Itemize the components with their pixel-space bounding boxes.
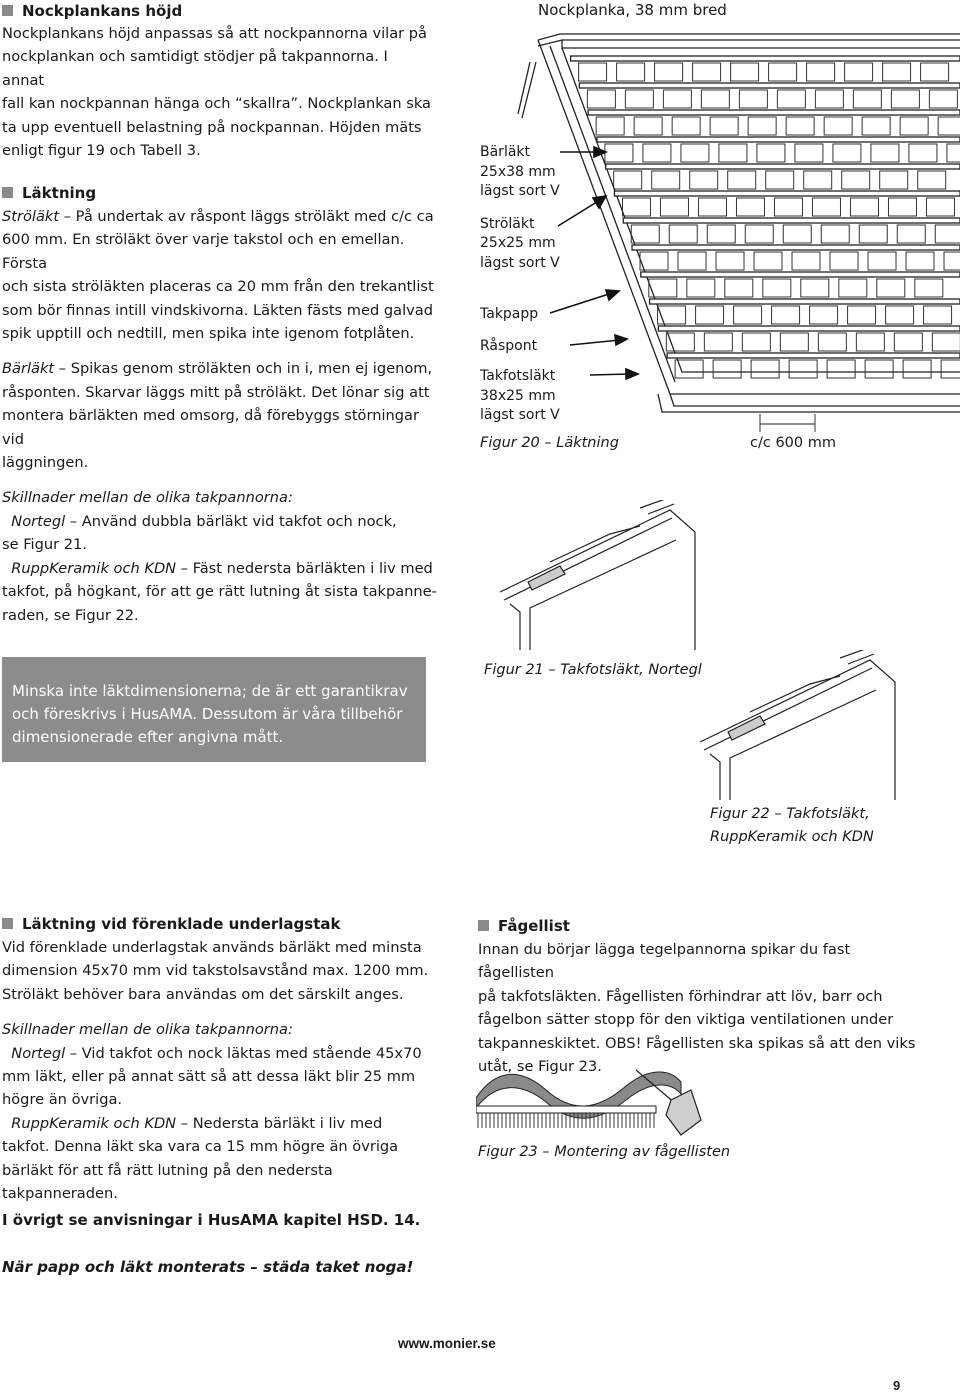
tile-outline bbox=[748, 117, 776, 135]
tile-outline bbox=[909, 144, 937, 162]
tile-outline bbox=[801, 279, 829, 297]
term-ruppkeramik: RuppKeramik och KDN bbox=[11, 559, 177, 577]
bullet-square-icon bbox=[2, 5, 13, 16]
figure21-eave-drawing bbox=[490, 500, 700, 650]
footer-note-clean: När papp och läkt monterats – städa taket noga! bbox=[2, 1258, 414, 1276]
label-raspont: Råspont bbox=[480, 337, 538, 354]
tile-outline bbox=[587, 90, 615, 108]
tile-outline bbox=[617, 63, 645, 81]
tile-outline bbox=[824, 117, 852, 135]
body-line: takpanneskiktet. OBS! Fågellisten ska spikas så att den viks bbox=[478, 1034, 916, 1052]
tile-outline bbox=[687, 279, 715, 297]
body-line: Ströläkt behöver bara användas om det särskilt anges. bbox=[2, 985, 404, 1003]
callout-line: dimensionerade efter angivna mått. bbox=[12, 728, 284, 746]
tile-outline bbox=[856, 333, 884, 351]
body-line: 600 mm. En ströläkt över varje takstol och en emellan. Första bbox=[2, 231, 405, 272]
tile-outline bbox=[734, 306, 762, 324]
body-line: enligt figur 19 och Tabell 3. bbox=[2, 142, 201, 160]
caption-number: Figur 21 bbox=[484, 662, 544, 678]
section-bird-strip bbox=[478, 914, 918, 1078]
batten-line bbox=[623, 218, 960, 223]
tile-outline bbox=[710, 117, 738, 135]
tile-outline bbox=[596, 117, 624, 135]
tile-outline bbox=[827, 360, 855, 378]
tile-outline bbox=[900, 117, 928, 135]
tile-outline bbox=[877, 279, 905, 297]
section-battens bbox=[2, 181, 442, 627]
label-strolakt-dim: 25x25 mm bbox=[480, 235, 556, 251]
differences-heading: Skillnader mellan de olika takpannorna: bbox=[2, 489, 293, 507]
tile-outline bbox=[751, 360, 779, 378]
body-line: RuppKeramik och KDN – Fäst nedersta bärläkten i liv med bbox=[11, 559, 433, 577]
bullet-square-icon bbox=[478, 920, 489, 931]
batten-line bbox=[658, 326, 960, 331]
tile-outline bbox=[725, 279, 753, 297]
tile-outline bbox=[880, 171, 908, 189]
section-simplified bbox=[2, 912, 442, 1205]
tile-outline bbox=[947, 144, 960, 162]
tile-outline bbox=[655, 63, 683, 81]
tile-outline bbox=[935, 225, 960, 243]
tile-outline bbox=[906, 252, 934, 270]
figure20-top-label: Nockplanka, 38 mm bred bbox=[538, 1, 727, 19]
body-line: RuppKeramik och KDN – Nedersta bärläkt i liv med bbox=[11, 1114, 383, 1132]
tile-outline bbox=[929, 90, 957, 108]
body-line: Ströläkt – På undertak av råspont läggs ströläkt med c/c ca bbox=[2, 208, 434, 225]
caption-text: Takfotsläkt, Nortegl bbox=[560, 662, 702, 678]
body-line: takfot, på högkant, för att ge rätt lutning åt sista takpanne- bbox=[2, 583, 437, 601]
tile-outline bbox=[845, 63, 873, 81]
section-heading: Läktning vid förenklade underlagstak bbox=[2, 912, 442, 936]
body-line: bärläkt för att få rätt lutning på den nedersta takpanneraden. bbox=[2, 1161, 333, 1203]
tile-outline bbox=[821, 225, 849, 243]
body-line: råsponten. Skarvar läggs mitt på ströläkt. Det lönar sig att bbox=[2, 383, 430, 401]
tile-outline bbox=[681, 144, 709, 162]
label-takfotslakt: Takfotsläkt bbox=[480, 368, 556, 384]
caption-text: Takfotsläkt, bbox=[786, 806, 870, 822]
body-line: dimension 45x70 mm vid takstolsavstånd max. 1200 mm. bbox=[2, 962, 429, 980]
tile-outline bbox=[769, 63, 797, 81]
warning-callout bbox=[2, 657, 426, 762]
tile-outline bbox=[716, 252, 744, 270]
tile-outline bbox=[894, 333, 922, 351]
tile-outline bbox=[888, 198, 916, 216]
tile-outline bbox=[804, 171, 832, 189]
batten-line bbox=[650, 299, 960, 304]
tile-outline bbox=[926, 198, 954, 216]
figure22-eave-drawing bbox=[690, 650, 900, 800]
tile-outline bbox=[850, 198, 878, 216]
tile-outline bbox=[786, 117, 814, 135]
body-line: fall kan nockpannan hänga och “skallra”. Nockplankan ska bbox=[2, 95, 431, 113]
body-line: Vid förenklade underlagstak används bärläkt med minsta bbox=[2, 939, 422, 956]
tile-outline bbox=[903, 360, 931, 378]
body-line: nockplankan och samtidigt stödjer på takpannorna. I annat bbox=[2, 48, 388, 89]
label-barlakt-dim: 25x38 mm bbox=[480, 163, 556, 180]
body-line: spik upptill och nedtill, men spika inte igenom fotplåten. bbox=[2, 325, 415, 343]
tile-outline bbox=[731, 63, 759, 81]
tile-outline bbox=[842, 171, 870, 189]
batten-line bbox=[632, 245, 960, 250]
tile-outline bbox=[897, 225, 925, 243]
body-line: Bärläkt – Spikas genom ströläkten och in i, men ej igenom, bbox=[2, 360, 433, 378]
section-heading: Nockplankans höjd bbox=[2, 0, 432, 22]
section-heading: Fågellist bbox=[478, 914, 918, 938]
tile-outline bbox=[763, 279, 791, 297]
tile-outline bbox=[853, 90, 881, 108]
spacer bbox=[2, 474, 442, 486]
body-line: ta upp eventuell belastning på nockpannan. Höjden mäts bbox=[2, 118, 422, 136]
label-takfotslakt-grade: lägst sort V bbox=[480, 407, 560, 423]
differences-heading: Skillnader mellan de olika takpannorna: bbox=[2, 1021, 293, 1039]
tile-outline bbox=[728, 171, 756, 189]
caption-number: Figur 23 bbox=[478, 1144, 538, 1160]
body-line: fågelbon sätter stopp för den viktiga ventilationen under bbox=[478, 1011, 894, 1029]
tile-outline bbox=[669, 225, 697, 243]
label-strolakt-grade: lägst sort V bbox=[480, 254, 560, 271]
body-line: mm läkt, eller på annat sätt så att dessa läkt blir 25 mm bbox=[2, 1068, 416, 1086]
tile-outline bbox=[713, 360, 741, 378]
tile-outline bbox=[833, 144, 861, 162]
body-line: och sista ströläkten placeras ca 20 mm från den trekantlist bbox=[2, 278, 434, 296]
caption-number: Figur 20 bbox=[480, 435, 540, 451]
tile-outline bbox=[678, 252, 706, 270]
batten-line bbox=[667, 353, 960, 358]
tile-outline bbox=[868, 252, 896, 270]
body-line: Nortegl – Vid takfot och nock läktas med stående 45x70 bbox=[11, 1044, 422, 1062]
tile-outline bbox=[848, 306, 876, 324]
figure23-bird-strip-drawing bbox=[476, 1060, 716, 1145]
tile-outline bbox=[780, 333, 808, 351]
tile-outline bbox=[672, 117, 700, 135]
tile-outline bbox=[754, 252, 782, 270]
page-number: 9 bbox=[893, 1378, 901, 1393]
tile-outline bbox=[757, 144, 785, 162]
tile-outline bbox=[921, 63, 949, 81]
section-heading: Läktning bbox=[2, 181, 442, 205]
callout-line: och föreskrivs i HusAMA. Dessutom är våra tillbehör bbox=[12, 705, 403, 723]
tile-outline bbox=[736, 198, 764, 216]
body-line: Nortegl – Använd dubbla bärläkt vid takfot och nock, bbox=[11, 512, 397, 530]
body-line: som bör finnas intill vindskivorna. Läkten fästs med galvad bbox=[2, 301, 433, 319]
tile-outline bbox=[865, 360, 893, 378]
tile-outline bbox=[815, 90, 843, 108]
tile-outline bbox=[658, 306, 686, 324]
tile-outline bbox=[789, 360, 817, 378]
tile-outline bbox=[777, 90, 805, 108]
tile-outline bbox=[918, 171, 946, 189]
tile-outline bbox=[696, 306, 724, 324]
figure22-caption bbox=[710, 803, 874, 849]
tile-outline bbox=[839, 279, 867, 297]
tile-outline bbox=[783, 225, 811, 243]
label-takfotslakt-dim: 38x25 mm bbox=[480, 387, 556, 404]
label-strolakt: Ströläkt bbox=[480, 215, 535, 232]
term-ruppkeramik: RuppKeramik och KDN bbox=[11, 1114, 177, 1132]
tile-outline bbox=[891, 90, 919, 108]
body-line: läggningen. bbox=[2, 454, 89, 472]
bullet-square-icon bbox=[2, 187, 13, 198]
body-line: montera bärläkten med omsorg, då förebyggs störningar vid bbox=[2, 407, 419, 448]
tile-outline bbox=[807, 63, 835, 81]
tile-outline bbox=[660, 198, 688, 216]
tile-outline bbox=[944, 252, 960, 270]
term-barlakt: Bärläkt bbox=[2, 360, 55, 378]
tile-outline bbox=[719, 144, 747, 162]
tile-outline bbox=[698, 198, 726, 216]
tile-outline bbox=[941, 360, 960, 378]
body-line: Innan du börjar lägga tegelpannorna spikar du fast fågellisten bbox=[478, 941, 851, 982]
tile-outline bbox=[812, 198, 840, 216]
figure23-caption: Figur 23 – Montering av fågellisten bbox=[478, 1144, 731, 1160]
tile-outline bbox=[932, 333, 960, 351]
tile-outline bbox=[675, 360, 703, 378]
caption-text: Montering av fågellisten bbox=[554, 1144, 731, 1160]
tile-outline bbox=[634, 117, 662, 135]
tile-outline bbox=[579, 63, 607, 81]
tile-outline bbox=[745, 225, 773, 243]
tile-outline bbox=[663, 90, 691, 108]
batten-line bbox=[579, 83, 960, 88]
label-barlakt-grade: lägst sort V bbox=[480, 183, 560, 199]
figure20-spacing-label: c/c 600 mm bbox=[750, 435, 836, 451]
label-barlakt: Bärläkt bbox=[480, 144, 531, 160]
callout-line: Minska inte läktdimensionerna; de är ett garantikrav bbox=[12, 682, 408, 700]
tile-outline bbox=[859, 225, 887, 243]
term-strolakt: Ströläkt bbox=[2, 208, 60, 225]
tile-outline bbox=[766, 171, 794, 189]
body-line: Nockplankans höjd anpassas så att nockpannorna vilar på bbox=[2, 25, 427, 42]
caption-line: Figur 22 – Takfotsläkt, bbox=[710, 806, 870, 822]
term-nortegl: Nortegl bbox=[11, 1044, 66, 1062]
tile-outline bbox=[818, 333, 846, 351]
tile-outline bbox=[707, 225, 735, 243]
figure20-caption: Figur 20 – Läktning bbox=[480, 435, 619, 451]
body-line: på takfotsläkten. Fågellisten förhindrar att löv, barr och bbox=[478, 987, 883, 1005]
caption-number: Figur 22 bbox=[710, 806, 770, 822]
spacer bbox=[2, 1006, 442, 1018]
tile-outline bbox=[739, 90, 767, 108]
caption-text: Läktning bbox=[556, 435, 619, 451]
tile-outline bbox=[690, 171, 718, 189]
caption-line: RuppKeramik och KDN bbox=[710, 829, 874, 845]
tile-outline bbox=[924, 306, 952, 324]
body-line: utåt, se Figur 23. bbox=[478, 1058, 602, 1076]
figure21-caption: Figur 21 – Takfotsläkt, Nortegl bbox=[484, 662, 702, 678]
tile-outline bbox=[625, 90, 653, 108]
tile-outline bbox=[772, 306, 800, 324]
tile-outline bbox=[862, 117, 890, 135]
footer-note-husama: I övrigt se anvisningar i HusAMA kapitel HSD. 14. bbox=[2, 1211, 421, 1229]
batten-line bbox=[614, 191, 960, 196]
tile-outline bbox=[810, 306, 838, 324]
tile-outline bbox=[795, 144, 823, 162]
bullet-square-icon bbox=[2, 918, 13, 929]
tile-outline bbox=[830, 252, 858, 270]
batten-line bbox=[588, 110, 960, 115]
label-takpapp: Takpapp bbox=[480, 306, 539, 322]
tile-outline bbox=[701, 90, 729, 108]
section-ridge bbox=[2, 0, 432, 162]
tile-outline bbox=[886, 306, 914, 324]
term-nortegl: Nortegl bbox=[11, 512, 66, 530]
body-line: högre än övriga. bbox=[2, 1091, 123, 1109]
tile-outline bbox=[883, 63, 911, 81]
body-line: raden, se Figur 22. bbox=[2, 606, 139, 624]
tile-outline bbox=[915, 279, 943, 297]
tile-outline bbox=[871, 144, 899, 162]
tile-outline bbox=[938, 117, 960, 135]
spacer bbox=[2, 345, 442, 357]
body-line: takfot. Denna läkt ska vara ca 15 mm högre än övriga bbox=[2, 1138, 399, 1156]
batten-line bbox=[571, 56, 960, 61]
tile-outline bbox=[742, 333, 770, 351]
batten-line bbox=[641, 272, 960, 277]
footer-website-link[interactable]: www.monier.se bbox=[398, 1336, 496, 1351]
tile-outline bbox=[792, 252, 820, 270]
body-line: se Figur 21. bbox=[2, 536, 87, 554]
tile-outline bbox=[704, 333, 732, 351]
tile-outline bbox=[693, 63, 721, 81]
tile-outline bbox=[774, 198, 802, 216]
figure20-leader-arrows bbox=[530, 140, 660, 400]
